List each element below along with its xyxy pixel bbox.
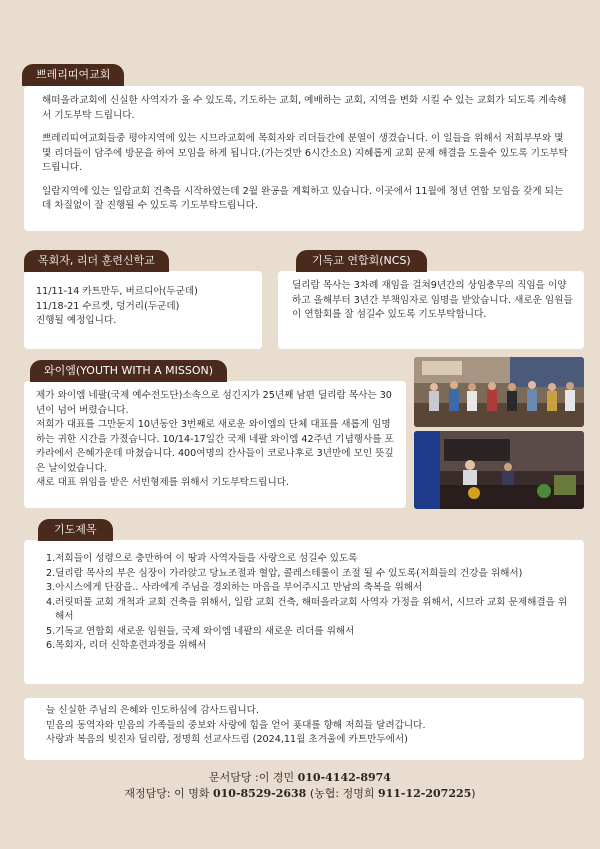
ywam-card bbox=[24, 381, 406, 508]
ywam-paragraph-1: 제가 와이엠 네팔(국제 예수전도단)소속으로 섬긴지가 25년째 남편 딜리람 목사는 30년이 넘어 버렸습니다. bbox=[36, 390, 392, 416]
training-card bbox=[24, 271, 262, 349]
closing-line-2: 믿음의 동역자와 믿음의 가족들의 중보와 사랑에 힘을 얻어 푯대를 향해 저희들 달려갑니다. bbox=[46, 719, 426, 731]
training-line-3: 진행될 예정입니다. bbox=[36, 315, 117, 327]
section-tab-church: 쁘레리띠여교회 bbox=[22, 64, 124, 86]
bank-close: ) bbox=[471, 787, 476, 800]
section-tab-prayer: 기도제목 bbox=[38, 519, 113, 541]
document-contact bbox=[0, 770, 600, 786]
prayer-item-3: 3.아시스에게 단잠을.. 사라에게 주님을 경외하는 마음을 부어주시고 만남의 축복을 위해서 bbox=[46, 582, 423, 594]
speaker-photo-illustration bbox=[414, 431, 584, 509]
prayer-item-2: 2.딜리람 목사의 부은 심장이 가라앉고 당뇨조절과 혈압, 콜레스테롤이 조절 될 수 있도록(저희들의 건강을 위해서) bbox=[46, 567, 523, 579]
document-contact-phone: 010-4142-8974 bbox=[297, 771, 391, 784]
finance-contact-phone: 010-8529-2638 bbox=[213, 787, 307, 800]
section-tab-ywam: 와이엠(YOUTH WITH A MISSON) bbox=[30, 360, 227, 382]
finance-contact bbox=[0, 786, 600, 802]
church-paragraph-3: 일람지역에 있는 일람교회 건축을 시작하였는데 2월 완공을 계획하고 있습니다. 이곳에서 11월에 청년 연합 모임을 갖게 되는데 차질없이 잘 진행될 수 있도록 기도부탁드립니다. bbox=[42, 185, 564, 212]
church-paragraph-2: 쁘레리띠여교회들중 평야지역에 있는 시므라교회에 목회자와 리더들간에 분열이 생겼습니다. 이 일들을 위해서 저희부부와 몇몇 리더들이 담주에 방문을 하여 모임을 하게 됩니다.(가는것만 6시간소요) 지혜롭게 교회 문제 해결을 도울수 있도록 기도부탁드립니다. bbox=[42, 133, 568, 174]
ywam-paragraph-2: 저희가 대표를 그만둔지 10년동안 3번째로 새로운 와이엠의 단체 대표를 새롭게 임명하는 귀한 시간을 가졌습니다. 10/14-17일간 국제 네팔 와이엠 42주년 기념행사를 포카라에서 은혜가운데 마쳤습니다. 400여명의 간사들이 코로나후로 3년만에 모인 뜻깊은 날이었습니다. bbox=[36, 419, 394, 474]
closing-card bbox=[24, 698, 584, 760]
prayer-item-4: 4.러릿떠풀 교회 개척과 교회 건축을 위해서, 일람 교회 건축, 해떠올라교회 사역자 가정을 위해서, 시므라 교회 문제해결을 위해서 bbox=[46, 596, 568, 623]
prayer-list bbox=[46, 552, 570, 654]
prayer-item-5: 5.기독교 연합회 새로운 임원들, 국제 와이엠 네팔의 새로운 리더를 위해서 bbox=[46, 625, 355, 637]
church-paragraph-1: 해떠올라교회에 신실한 사역자가 올 수 있도록, 기도하는 교회, 예배하는 교회, 지역을 변화 시킬 수 있는 교회가 되도록 계속해서 기도부탁 드립니다. bbox=[42, 95, 567, 121]
closing-line-3: 사랑과 복음의 빚진자 딜리람, 정명희 선교사드림 (2024,11월 초겨울에 카트만두에서) bbox=[46, 734, 408, 746]
ywam-photo-speaker bbox=[414, 431, 584, 509]
bank-account: 911-12-207225 bbox=[377, 787, 472, 800]
contact-footer bbox=[0, 770, 600, 802]
prayer-item-1: 1.저희들이 성령으로 충만하여 이 땅과 사역자들을 사랑으로 섬길수 있도록 bbox=[46, 553, 358, 564]
finance-contact-label: 재정담당: 이 명화 bbox=[124, 787, 213, 800]
prayer-card bbox=[24, 540, 584, 684]
training-line-1: 11/11-14 카트만두, 버르디아(두군데) bbox=[36, 286, 198, 297]
church-card bbox=[24, 86, 584, 231]
closing-line-1: 늘 신실한 주님의 은혜와 인도하심에 감사드립니다. bbox=[46, 705, 259, 716]
bank-label: (농협: 정명희 bbox=[306, 787, 378, 800]
section-tab-ncs: 기독교 연합회(NCS) bbox=[296, 250, 427, 272]
ncs-card bbox=[278, 271, 584, 349]
prayer-item-6: 6.목회자, 리더 신학훈련과정을 위해서 bbox=[46, 640, 207, 652]
ceremony-photo-illustration bbox=[414, 357, 584, 427]
ywam-paragraph-3: 새로 대표 위임을 받은 서빈형제를 위해서 기도부탁드립니다. bbox=[36, 477, 290, 489]
document-contact-label: 문서담당 :이 경민 bbox=[209, 771, 298, 784]
ncs-text: 딜리람 목사는 3차례 재임을 걸쳐9년간의 상임총무의 직임을 이양하고 올해부터 3년간 부책임자로 임명을 받았습니다. 새로운 임원들이 연합회를 잘 섬길수 있도록 기도부탁합니다. bbox=[292, 280, 573, 321]
ywam-photo-ceremony bbox=[414, 357, 584, 427]
section-tab-training: 목회자, 리더 훈련신학교 bbox=[24, 250, 169, 272]
training-line-2: 11/18-21 수르켓, 덩거리(두군데) bbox=[36, 300, 180, 312]
